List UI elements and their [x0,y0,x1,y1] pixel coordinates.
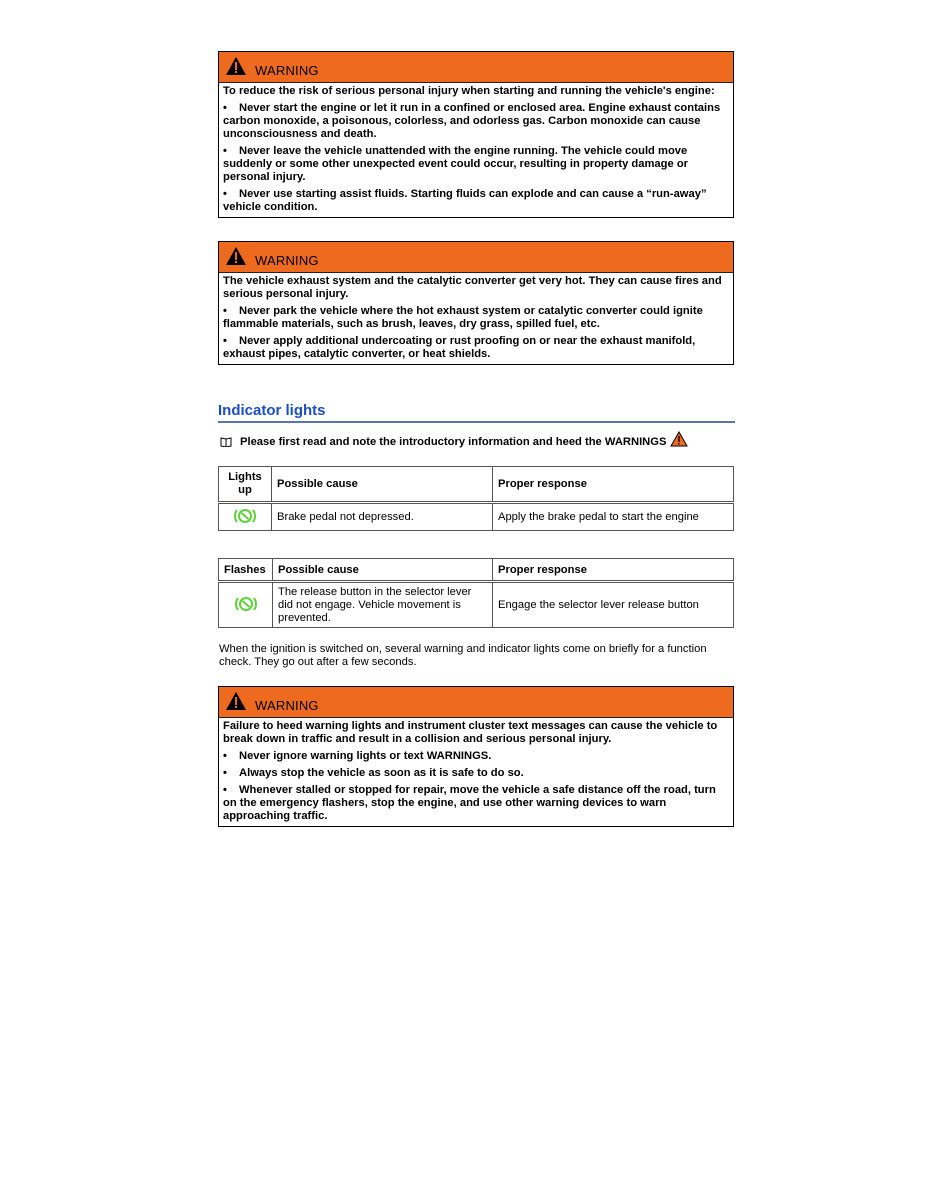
warning-bullet: • Whenever stalled or stopped for repair, move the vehicle a safe distance off the road, turn on the emergency flashers, stop the engine, and use other warning devices to warn approaching traffic. [223,784,716,822]
warning-box-exhaust [218,241,734,365]
warning-triangle-icon [225,56,247,76]
brake-pedal-indicator-icon [235,595,257,613]
indicator-light-cell [219,582,273,628]
column-header-proper-response: Proper response [493,467,734,503]
warning-header [219,242,733,273]
brake-pedal-indicator-icon [234,507,256,525]
section-divider [218,421,735,423]
warning-triangle-icon [225,691,247,711]
warning-box-engine [218,51,734,218]
table-header-row [219,559,734,582]
section-intro [220,434,688,450]
warning-header [219,687,733,718]
column-header-proper-response: Proper response [493,559,734,582]
warning-body [219,273,733,364]
warning-bullet: • Never use starting assist fluids. Starting fluids can explode and can cause a “run-away” vehicle condition. [223,188,707,213]
section-title: Indicator lights [218,402,326,419]
warning-intro: Failure to heed warning lights and instrument cluster text messages can cause the vehicle to break down in traffic and result in a collision and serious personal injury. [223,720,718,745]
table-row [219,582,734,628]
table-row [219,503,734,531]
warning-intro: To reduce the risk of serious personal injury when starting and running the vehicle's engine: [223,85,715,97]
warning-intro: The vehicle exhaust system and the catalytic converter get very hot. They can cause fires and serious personal injury. [223,275,722,300]
warning-body [219,83,733,217]
indicator-table-lights-up [218,466,734,531]
column-header-flashes: Flashes [219,559,273,582]
warning-bullet: • Never apply additional undercoating or rust proofing on or near the exhaust manifold, exhaust pipes, catalytic converter, or heat shields. [223,335,696,360]
possible-cause-cell: Brake pedal not depressed. [272,503,493,531]
book-icon [220,437,232,447]
warning-title: WARNING [255,698,319,713]
column-header-possible-cause: Possible cause [272,467,493,503]
warning-bullet: • Never park the vehicle where the hot exhaust system or catalytic converter could ignite flammable materials, such as brush, leaves, dry grass, spilled fuel, etc. [223,305,703,330]
warning-header [219,52,733,83]
indicator-light-cell [219,503,272,531]
warning-triangle-icon [670,431,688,447]
section-intro-text: Please first read and note the introductory information and heed the WARNINGS [240,436,667,448]
warning-title: WARNING [255,63,319,78]
warning-bullet: • Never leave the vehicle unattended with the engine running. The vehicle could move suddenly or some other unexpected event could occur, resulting in property damage or personal injury. [223,145,689,183]
table-header-row [219,467,734,503]
proper-response-cell: Engage the selector lever release button [493,582,734,628]
warning-box-indicator-lights [218,686,734,827]
proper-response-cell: Apply the brake pedal to start the engine [493,503,734,531]
warning-bullet: • Always stop the vehicle as soon as it is safe to do so. [223,767,524,779]
column-header-possible-cause: Possible cause [273,559,493,582]
warning-bullet: • Never start the engine or let it run in a confined or enclosed area. Engine exhaust contains carbon monoxide, a poisonous, colorless, and odorless gas. Carbon monoxide can cause unconsciousness and death. [223,102,721,140]
column-header-lights-up: Lights up [219,467,272,503]
function-check-paragraph: When the ignition is switched on, several warning and indicator lights come on briefly for a function check. They go out after a few seconds. [219,643,707,668]
warning-body [219,718,733,826]
warning-bullet: • Never ignore warning lights or text WARNINGS. [223,750,492,762]
warning-triangle-icon [225,246,247,266]
possible-cause-cell: The release button in the selector lever did not engage. Vehicle movement is prevented. [273,582,493,628]
indicator-table-flashes [218,558,734,628]
warning-title: WARNING [255,253,319,268]
